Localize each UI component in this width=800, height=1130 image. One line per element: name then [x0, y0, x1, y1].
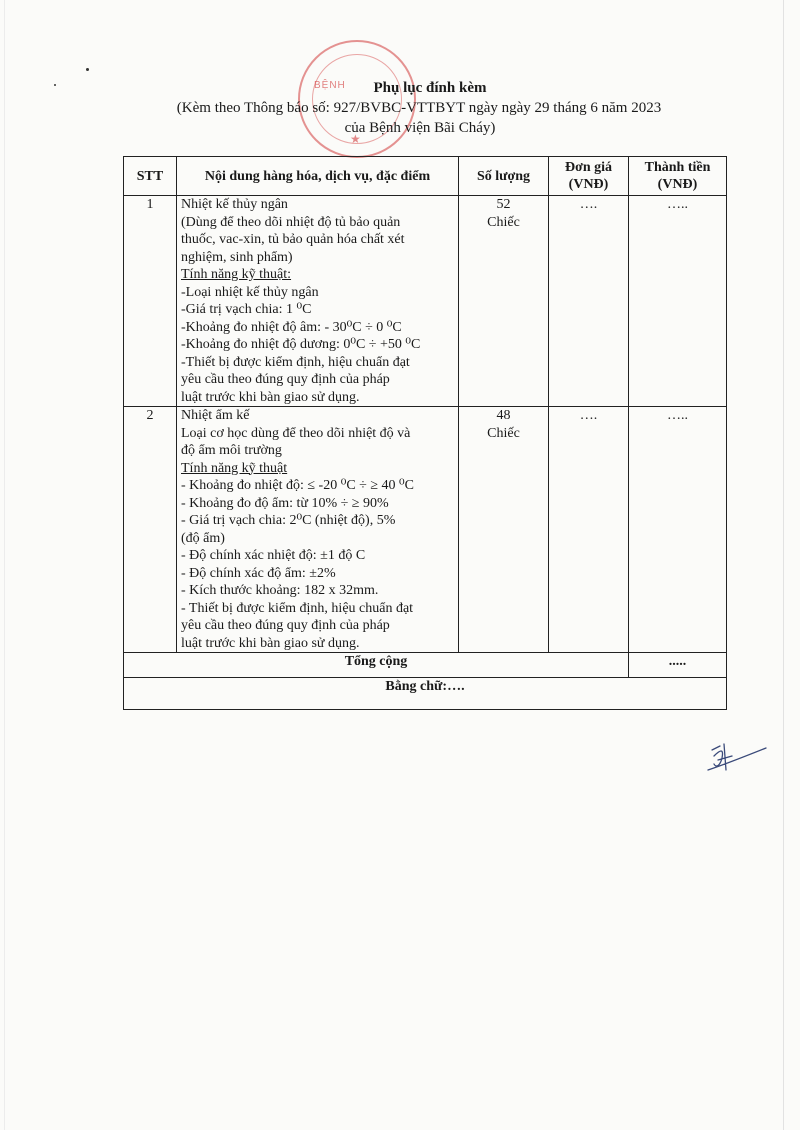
- document-subtitle-line2: của Bệnh viện Bãi Cháy): [344, 120, 496, 136]
- header-total-line2: (VNĐ): [657, 177, 698, 192]
- header-stt: STT: [124, 157, 177, 196]
- goods-table: [123, 156, 727, 710]
- spec-line: yêu cầu theo đúng quy định của pháp: [181, 618, 390, 633]
- total-row: [124, 653, 727, 678]
- spec-line: -Thiết bị được kiểm định, hiệu chuẩn đạt: [181, 354, 410, 370]
- spec-line: luật trước khi bàn giao sử dụng.: [181, 635, 360, 651]
- row-description: [177, 407, 459, 653]
- total-label: Tổng cộng: [124, 653, 629, 678]
- document-subtitle-line1: (Kèm theo Thông báo số: 927/BVBC-VTTBYT ngày ngày 29 tháng 6 năm 2023: [176, 100, 662, 116]
- header-unit-price: [549, 157, 629, 196]
- row-quantity: [459, 407, 549, 653]
- spec-line: - Khoảng đo nhiệt độ: ≤ -20 ⁰C ÷ ≥ 40 ⁰C: [181, 478, 414, 493]
- header-total: [629, 157, 727, 196]
- row-unit-price: ….: [549, 196, 629, 407]
- spec-line: yêu cầu theo đúng quy định của pháp: [181, 372, 390, 387]
- row-total: …..: [629, 407, 727, 653]
- spec-line: - Kích thước khoảng: 182 x 32mm.: [181, 583, 379, 598]
- desc-line: (Dùng để theo dõi nhiệt độ tủ bảo quản: [181, 214, 401, 230]
- quantity-unit: Chiếc: [487, 214, 520, 230]
- header-description: Nội dung hàng hóa, dịch vụ, đặc điểm: [177, 157, 459, 196]
- row-total: …..: [629, 196, 727, 407]
- quantity-value: 48: [496, 408, 511, 423]
- table-row: [124, 196, 727, 407]
- document-title: Phụ lục đính kèm: [373, 80, 487, 96]
- spec-line: - Độ chính xác độ ẩm: ±2%: [181, 565, 336, 581]
- spec-line: -Khoảng đo nhiệt độ dương: 0⁰C ÷ +50 ⁰C: [181, 337, 421, 352]
- desc-line: Loại cơ học dùng để theo dõi nhiệt độ và: [181, 425, 411, 441]
- desc-line: độ ẩm môi trường: [181, 443, 282, 458]
- item-name: Nhiệt ẩm kế: [181, 408, 250, 423]
- spec-line: -Loại nhiệt kế thủy ngân: [181, 284, 319, 300]
- document-header: [0, 78, 800, 138]
- spec-line: -Giá trị vạch chia: 1 ⁰C: [181, 302, 312, 317]
- desc-line: thuốc, vac-xin, tủ bảo quản hóa chất xét: [181, 232, 405, 247]
- scan-edge: [4, 0, 5, 1130]
- spec-line: (độ ẩm): [181, 530, 225, 546]
- scan-edge: [783, 0, 784, 1130]
- spec-line: -Khoảng đo nhiệt độ âm: - 30⁰C ÷ 0 ⁰C: [181, 319, 402, 335]
- stamp-star-icon: ★: [350, 132, 361, 146]
- desc-line: nghiệm, sinh phẩm): [181, 249, 293, 265]
- spec-line: luật trước khi bàn giao sử dụng.: [181, 389, 360, 405]
- amount-in-words: Bằng chữ:….: [124, 678, 727, 710]
- row-stt: 2: [124, 407, 177, 653]
- quantity-value: 52: [496, 197, 511, 212]
- spec-line: - Khoảng đo độ ẩm: từ 10% ÷ ≥ 90%: [181, 495, 389, 511]
- header-quantity: Số lượng: [459, 157, 549, 196]
- spec-title: Tính năng kỹ thuật:: [181, 267, 292, 282]
- header-unit-price-line2: (VNĐ): [568, 177, 609, 192]
- header-unit-price-line1: Đơn giá: [564, 160, 613, 175]
- stamp-text: BỆNH: [314, 80, 346, 91]
- spec-line: - Giá trị vạch chia: 2⁰C (nhiệt độ), 5%: [181, 513, 396, 528]
- header-total-line1: Thành tiền: [644, 160, 711, 175]
- spec-title: Tính năng kỹ thuật: [181, 460, 288, 476]
- in-words-row: [124, 678, 727, 710]
- row-stt: 1: [124, 196, 177, 407]
- quantity-unit: Chiếc: [487, 425, 520, 441]
- total-value: .....: [629, 653, 727, 678]
- row-description: [177, 196, 459, 407]
- table-header-row: [124, 157, 727, 196]
- spec-line: - Độ chính xác nhiệt độ: ±1 độ C: [181, 548, 366, 563]
- signature-mark: [706, 740, 768, 780]
- table-row: [124, 407, 727, 653]
- row-quantity: [459, 196, 549, 407]
- spec-line: - Thiết bị được kiểm định, hiệu chuẩn đạt: [181, 600, 414, 616]
- item-name: Nhiệt kế thủy ngân: [181, 197, 288, 212]
- row-unit-price: ….: [549, 407, 629, 653]
- scan-speck: [86, 68, 89, 71]
